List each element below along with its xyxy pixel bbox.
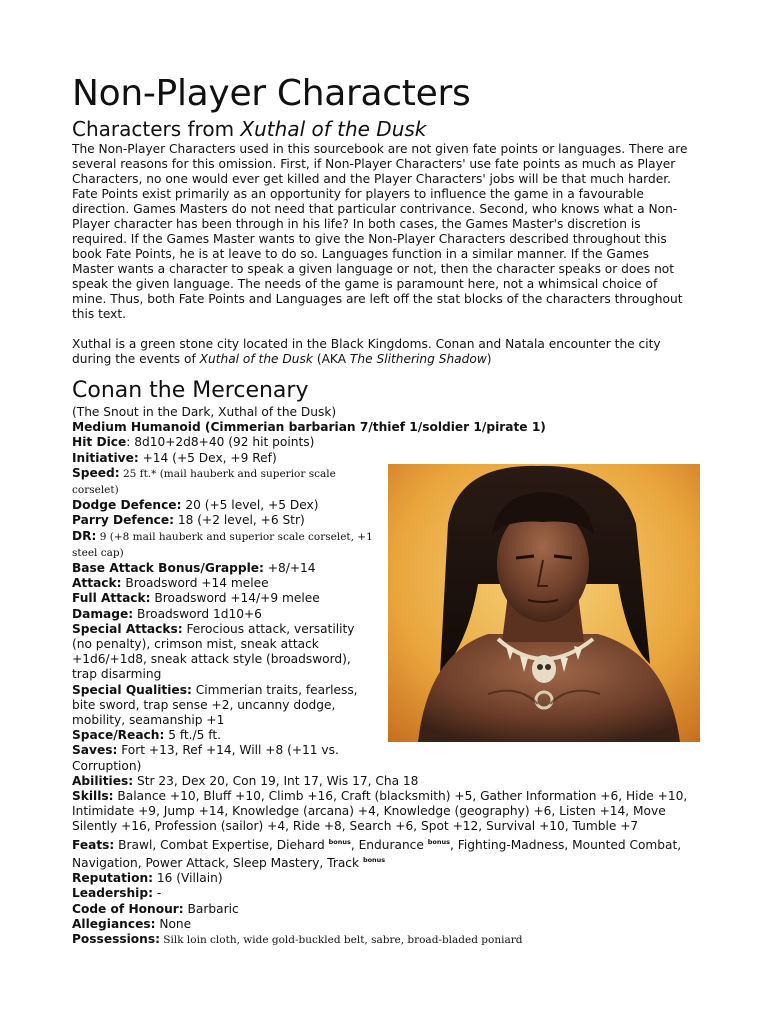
subtitle-book-title: Xuthal of the Dusk	[240, 117, 427, 141]
xuthal-italic-2: The Slithering Shadow	[349, 352, 487, 366]
feats-text-3: , Fighting-Madness, Mounted Combat, Navigation, Power Attack, Sleep Mastery, Track	[72, 837, 682, 870]
xuthal-paragraph	[72, 337, 692, 367]
type-line-text: Medium Humanoid (Cimmerian barbarian 7/thief 1/soldier 1/pirate 1)	[72, 420, 546, 435]
stat-dodge	[72, 498, 377, 513]
stat-parry	[72, 513, 377, 528]
type-line	[72, 420, 692, 435]
xuthal-text-3: )	[486, 352, 492, 366]
stat-label: Parry Defence:	[72, 513, 175, 528]
xuthal-text-2: (AKA	[312, 352, 350, 366]
stat-value: Silk loin cloth, wide gold-buckled belt, sabre, broad-bladed poniard	[159, 933, 523, 946]
stat-label: Space/Reach:	[72, 728, 165, 743]
stat-value: 5 ft./5 ft.	[164, 728, 222, 743]
feats-text-2: , Endurance	[350, 837, 428, 852]
xuthal-text-1: Xuthal is a green stone city located in the Black Kingdoms. Conan and Natala encounter the city during the events of	[72, 337, 661, 366]
page-subtitle	[72, 116, 692, 142]
stat-label: Speed:	[72, 465, 120, 480]
stat-value: Balance +10, Bluff +10, Climb +16, Craft (blacksmith) +5, Gather Information +6, Hide +10, Intimidate +9, Jump +14, Knowledge (arcana) +4, Knowledge (geography) +6, Listen +14, Move Silently +16, Profession (sailor) +4, Ride +8, Search +6, Spot +12, Survival +10, Tumble +7	[72, 789, 688, 834]
stat-value: 20 (+5 level, +5 Dex)	[181, 498, 319, 513]
stat-attack	[72, 576, 377, 591]
stat-label: Abilities:	[72, 773, 134, 788]
stat-possessions	[72, 932, 692, 948]
stat-initiative	[72, 451, 377, 466]
stat-label: Saves:	[72, 743, 118, 758]
stat-space-reach	[72, 728, 377, 743]
stat-value: Fort +13, Ref +14, Will +8 (+11 vs. Corruption)	[72, 743, 339, 773]
stat-value: -	[152, 886, 162, 901]
stat-label: Initiative:	[72, 450, 139, 465]
stat-value: 16 (Villain)	[153, 871, 223, 886]
stat-special-attacks	[72, 622, 377, 683]
conan-portrait	[388, 464, 700, 742]
stat-value: Ferocious attack, versatility (no penalty), crimson mist, sneak attack +1d6/+1d8, sneak attack style (broadsword), trap disarming	[72, 621, 355, 682]
stat-label: Base Attack Bonus/Grapple:	[72, 561, 264, 576]
stat-value: 18 (+2 level, +6 Str)	[174, 513, 305, 528]
stat-allegiances	[72, 917, 692, 932]
stat-reputation	[72, 871, 692, 886]
stat-label: Special Attacks:	[72, 621, 183, 636]
stat-label: Allegiances:	[72, 916, 156, 931]
stat-label: Leadership:	[72, 886, 153, 901]
stat-label: Reputation:	[72, 871, 154, 886]
stat-label: Attack:	[72, 576, 122, 591]
stat-abilities	[72, 774, 692, 789]
stat-damage	[72, 607, 377, 622]
feats-text-1: Brawl, Combat Expertise, Diehard	[114, 837, 329, 852]
stat-value: Barbaric	[183, 901, 239, 916]
stat-full-attack	[72, 591, 377, 606]
bonus-marker: bonus	[362, 855, 386, 864]
stat-value: : 8d10+2d8+40 (92 hit points)	[126, 435, 315, 450]
stat-label: Feats:	[72, 837, 115, 852]
intro-paragraph: The Non-Player Characters used in this sourcebook are not given fate points or languages. There are several reasons for this omission. First, if Non-Player Characters' use fate points as much as Player Characters, no one would ever get killed and the Player Characters' jobs will be that much harder. Fate Points exist primarily as an opportunity for players to influence the game in a favourable direction. Games Masters do not need that particular contrivance. Second, who knows what a Non-Player character has been through in his life? In both cases, the Games Master's discretion is required. If the Games Master wants to give the Non-Player Characters described throughout this book Fate Points, he is at leave to do so. Languages function in a similar manner. If the Games Master wants a character to speak a given language or not, then the character speaks or does not speak the given language. The needs of the game is paramount here, not a whimsical choice of mine. Thus, both Fate Points and Languages are left off the stat blocks of the characters throughout this text.	[72, 142, 688, 321]
stat-skills	[72, 789, 692, 835]
stat-value: Broadsword +14 melee	[121, 576, 269, 591]
stat-value: 9 (+8 mail hauberk and superior scale corselet, +1 steel cap)	[72, 530, 373, 559]
stat-feats	[72, 835, 692, 871]
stat-label: DR:	[72, 528, 97, 543]
stat-label: Dodge Defence:	[72, 498, 182, 513]
bonus-marker: bonus	[328, 837, 351, 846]
stat-label: Full Attack:	[72, 591, 151, 606]
stat-bab	[72, 561, 377, 576]
xuthal-italic-1: Xuthal of the Dusk	[199, 352, 313, 366]
stat-value: None	[155, 916, 192, 931]
stat-label: Skills:	[72, 789, 114, 804]
stat-label: Hit Dice	[72, 435, 127, 450]
stat-saves	[72, 743, 377, 773]
stat-label: Possessions:	[72, 931, 160, 946]
stat-value: Broadsword 1d10+6	[133, 606, 262, 621]
stat-code-of-honour	[72, 902, 692, 917]
character-heading: Conan the Mercenary	[72, 378, 309, 403]
stat-hit-dice	[72, 435, 692, 450]
source-note: (The Snout in the Dark, Xuthal of the Dusk)	[72, 405, 337, 419]
stat-dr	[72, 529, 377, 561]
stat-special-qualities	[72, 683, 377, 729]
stat-value: Broadsword +14/+9 melee	[150, 591, 320, 606]
stat-label: Code of Honour:	[72, 901, 184, 916]
stat-value: +14 (+5 Dex, +9 Ref)	[138, 450, 277, 465]
portrait-illustration	[388, 464, 700, 742]
stat-speed	[72, 466, 377, 498]
stat-value: Cimmerian traits, fearless, bite sword, trap sense +2, uncanny dodge, mobility, seamanship +1	[72, 682, 358, 728]
page-title: Non-Player Characters	[72, 73, 471, 114]
subtitle-prefix: Characters from	[72, 117, 241, 141]
bonus-marker: bonus	[427, 837, 451, 846]
stat-label: Damage:	[72, 606, 134, 621]
stat-leadership	[72, 886, 692, 901]
stat-label: Special Qualities:	[72, 682, 192, 697]
stat-value: 25 ft.* (mail hauberk and superior scale corselet)	[72, 467, 336, 497]
stat-value: Str 23, Dex 20, Con 19, Int 17, Wis 17, Cha 18	[133, 773, 419, 788]
stat-value: +8/+14	[263, 561, 316, 576]
